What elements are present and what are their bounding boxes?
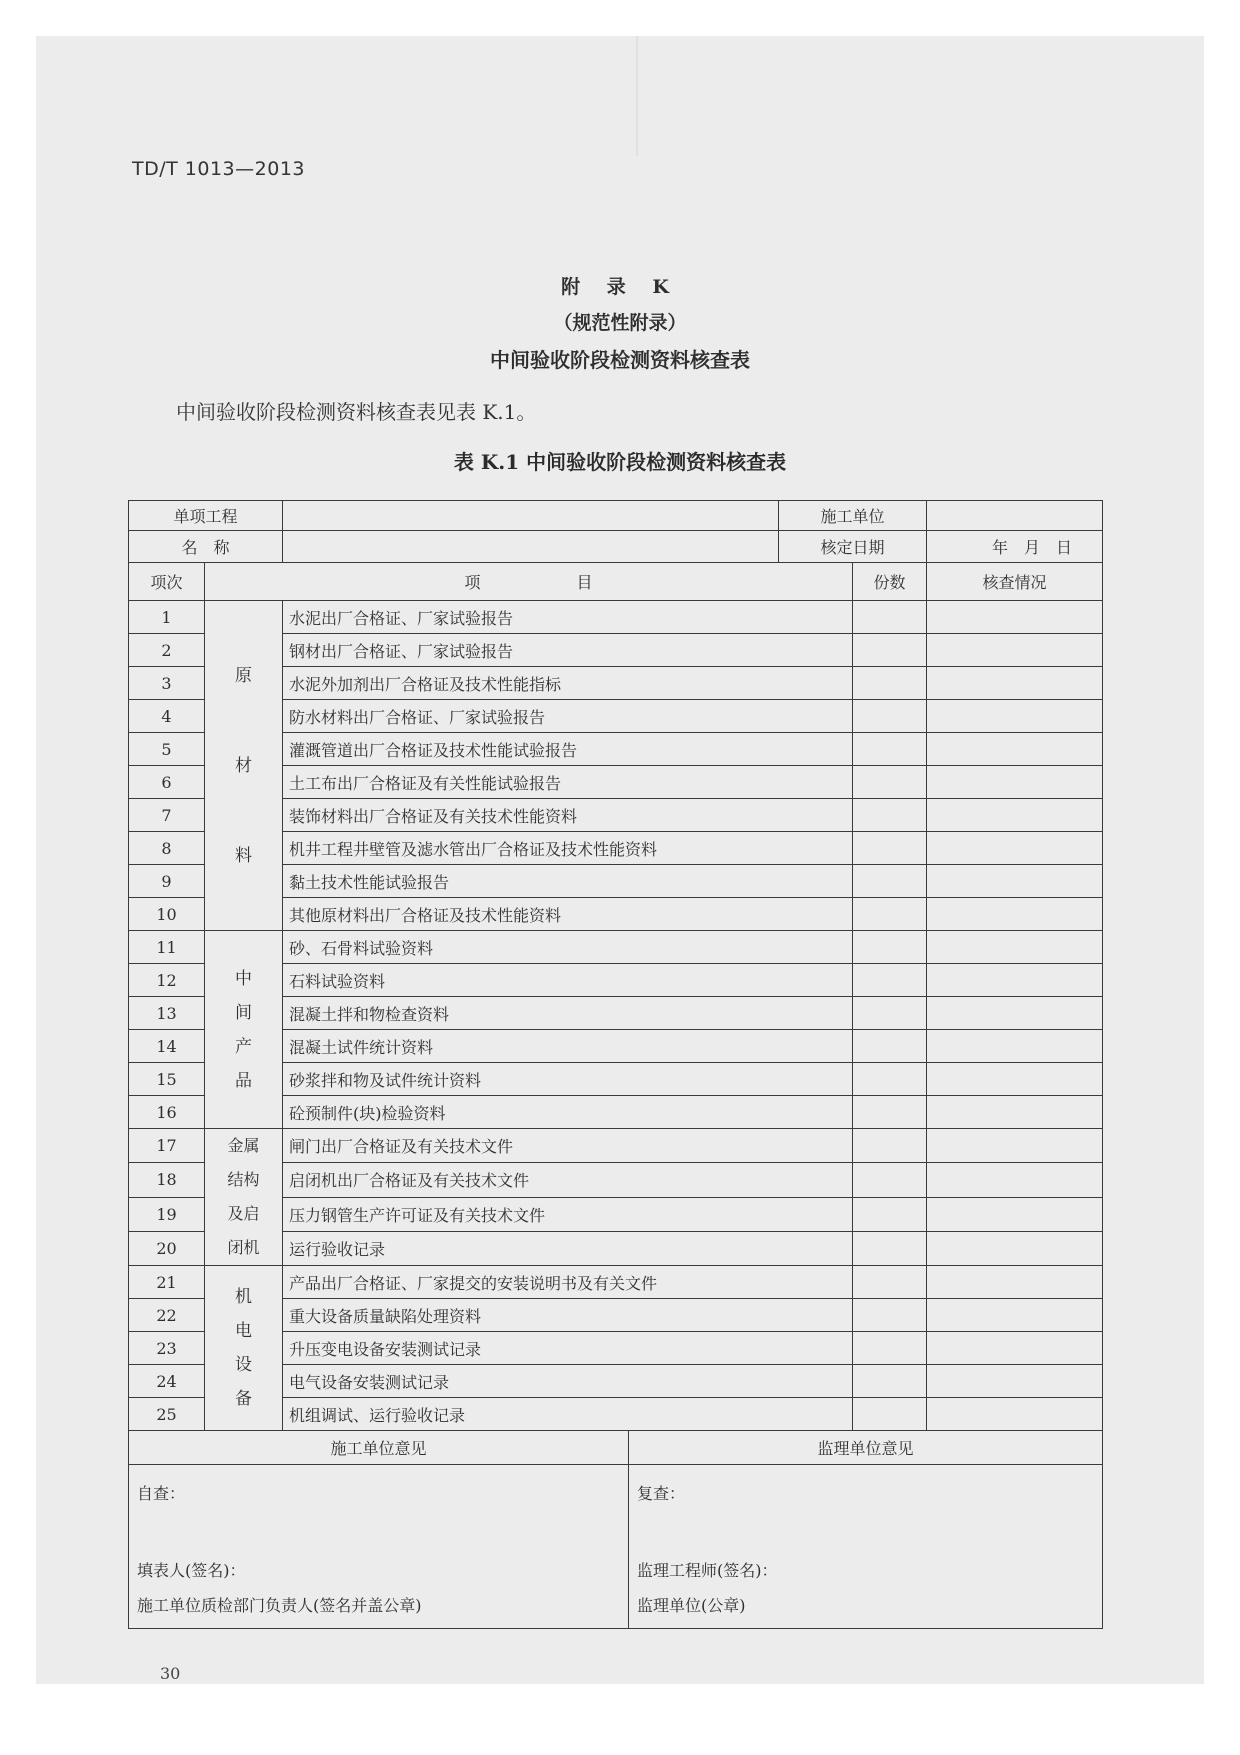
row-copies[interactable] <box>853 1231 927 1265</box>
inspection-checklist-table <box>128 500 1103 1629</box>
row-item: 砂浆拌和物及试件统计资料 <box>283 1063 853 1096</box>
group-char: 原 <box>235 665 252 686</box>
intro-paragraph: 中间验收阶段检测资料核查表见表 K.1。 <box>176 400 537 424</box>
row-index: 22 <box>129 1299 205 1332</box>
column-header-row <box>129 563 1103 601</box>
row-index: 15 <box>129 1063 205 1096</box>
row-item: 黏土技术性能试验报告 <box>283 865 853 898</box>
group-intermediate-products <box>205 931 283 1129</box>
row-copies[interactable] <box>853 1398 927 1431</box>
group-char: 品 <box>235 1070 252 1091</box>
group-char: 料 <box>235 845 252 866</box>
row-copies[interactable] <box>853 1332 927 1365</box>
row-copies[interactable] <box>853 964 927 997</box>
group-char: 电 <box>235 1321 252 1341</box>
row-copies[interactable] <box>853 700 927 733</box>
page-fold-shadow <box>636 36 638 156</box>
opinion-body-row <box>129 1465 1103 1629</box>
qc-head-signature-label: 施工单位质检部门负责人(签名并盖公章) <box>137 1596 422 1615</box>
row-copies[interactable] <box>853 1096 927 1129</box>
supervisor-opinion-box[interactable] <box>629 1465 1103 1629</box>
row-index: 13 <box>129 997 205 1030</box>
row-item: 运行验收记录 <box>283 1231 853 1265</box>
row-index: 17 <box>129 1129 205 1163</box>
row-check[interactable] <box>927 634 1103 667</box>
table-row <box>129 601 1103 634</box>
row-copies[interactable] <box>853 898 927 931</box>
group-label-part: 结构 <box>227 1170 260 1189</box>
row-copies[interactable] <box>853 601 927 634</box>
row-check[interactable] <box>927 700 1103 733</box>
group-char: 机 <box>235 1287 252 1307</box>
row-index: 3 <box>129 667 205 700</box>
check-date-label: 核定日期 <box>779 531 927 563</box>
row-check[interactable] <box>927 898 1103 931</box>
row-copies[interactable] <box>853 1299 927 1332</box>
project-name-label: 单项工程 <box>129 501 283 531</box>
row-check[interactable] <box>927 1231 1103 1265</box>
col-item-header: 项 目 <box>205 563 853 601</box>
row-index: 2 <box>129 634 205 667</box>
row-index: 25 <box>129 1398 205 1431</box>
row-check[interactable] <box>927 1332 1103 1365</box>
row-item: 水泥出厂合格证、厂家试验报告 <box>283 601 853 634</box>
row-copies[interactable] <box>853 634 927 667</box>
page-number: 30 <box>160 1664 181 1683</box>
row-index: 10 <box>129 898 205 931</box>
row-index: 7 <box>129 799 205 832</box>
table-row <box>129 1129 1103 1163</box>
row-copies[interactable] <box>853 733 927 766</box>
row-item: 机井工程井壁管及滤水管出厂合格证及技术性能资料 <box>283 832 853 865</box>
row-item: 压力钢管生产许可证及有关技术文件 <box>283 1197 853 1231</box>
row-check[interactable] <box>927 964 1103 997</box>
row-index: 19 <box>129 1197 205 1231</box>
row-item: 电气设备安装测试记录 <box>283 1365 853 1398</box>
group-label-part: 及启 <box>227 1204 260 1223</box>
project-name-value[interactable] <box>283 501 779 531</box>
row-check[interactable] <box>927 601 1103 634</box>
row-item: 产品出厂合格证、厂家提交的安装说明书及有关文件 <box>283 1266 853 1299</box>
row-item: 土工布出厂合格证及有关性能试验报告 <box>283 766 853 799</box>
row-copies[interactable] <box>853 1163 927 1197</box>
row-check[interactable] <box>927 1398 1103 1431</box>
appendix-title: 中间验收阶段检测资料核查表 <box>490 348 750 372</box>
row-index: 6 <box>129 766 205 799</box>
row-check[interactable] <box>927 1163 1103 1197</box>
row-check[interactable] <box>927 1266 1103 1299</box>
project-name-value-2[interactable] <box>283 531 779 563</box>
row-copies[interactable] <box>853 931 927 964</box>
row-index: 4 <box>129 700 205 733</box>
table-row <box>129 1266 1103 1299</box>
row-item: 升压变电设备安装测试记录 <box>283 1332 853 1365</box>
contractor-label: 施工单位 <box>779 501 927 531</box>
supervisor-seal-label: 监理单位(公章) <box>637 1596 746 1615</box>
row-index: 16 <box>129 1096 205 1129</box>
row-copies[interactable] <box>853 766 927 799</box>
row-item: 启闭机出厂合格证及有关技术文件 <box>283 1163 853 1197</box>
group-metal-structures <box>205 1129 283 1266</box>
row-item: 防水材料出厂合格证、厂家试验报告 <box>283 700 853 733</box>
row-check[interactable] <box>927 1096 1103 1129</box>
row-item: 其他原材料出厂合格证及技术性能资料 <box>283 898 853 931</box>
row-copies[interactable] <box>853 997 927 1030</box>
row-item: 装饰材料出厂合格证及有关技术性能资料 <box>283 799 853 832</box>
row-copies[interactable] <box>853 799 927 832</box>
row-item: 砼预制件(块)检验资料 <box>283 1096 853 1129</box>
group-char: 备 <box>235 1389 252 1409</box>
row-index: 8 <box>129 832 205 865</box>
row-check[interactable] <box>927 1129 1103 1163</box>
group-raw-materials <box>205 601 283 931</box>
row-check[interactable] <box>927 1063 1103 1096</box>
header-row-date <box>129 531 1103 563</box>
row-index: 18 <box>129 1163 205 1197</box>
row-copies[interactable] <box>853 1365 927 1398</box>
group-label-part: 金属 <box>227 1136 260 1155</box>
row-item: 砂、石骨料试验资料 <box>283 931 853 964</box>
col-copies-header: 份数 <box>853 563 927 601</box>
row-index: 24 <box>129 1365 205 1398</box>
row-copies[interactable] <box>853 1129 927 1163</box>
contractor-opinion-box[interactable] <box>129 1465 629 1629</box>
group-label-part: 闭机 <box>227 1238 260 1257</box>
row-copies[interactable] <box>853 865 927 898</box>
row-check[interactable] <box>927 931 1103 964</box>
row-index: 20 <box>129 1231 205 1265</box>
group-char: 间 <box>235 1002 252 1023</box>
row-check[interactable] <box>927 832 1103 865</box>
row-index: 5 <box>129 733 205 766</box>
row-item: 闸门出厂合格证及有关技术文件 <box>283 1129 853 1163</box>
row-item: 石料试验资料 <box>283 964 853 997</box>
group-char: 材 <box>235 755 252 776</box>
row-copies[interactable] <box>853 1197 927 1231</box>
row-check[interactable] <box>927 733 1103 766</box>
row-index: 23 <box>129 1332 205 1365</box>
row-index: 1 <box>129 601 205 634</box>
self-check-label: 自查： <box>137 1484 186 1503</box>
row-index: 12 <box>129 964 205 997</box>
contractor-value[interactable] <box>927 501 1103 531</box>
filler-signature-label: 填表人(签名)： <box>137 1561 246 1580</box>
row-check[interactable] <box>927 667 1103 700</box>
review-label: 复查： <box>637 1484 686 1503</box>
row-check[interactable] <box>927 1365 1103 1398</box>
row-item: 水泥外加剂出厂合格证及技术性能指标 <box>283 667 853 700</box>
row-item: 混凝土拌和物检查资料 <box>283 997 853 1030</box>
row-check[interactable] <box>927 766 1103 799</box>
row-item: 混凝土试件统计资料 <box>283 1030 853 1063</box>
row-item: 机组调试、运行验收记录 <box>283 1398 853 1431</box>
contractor-opinion-title: 施工单位意见 <box>129 1431 629 1465</box>
appendix-type: （规范性附录） <box>553 312 687 334</box>
row-item: 钢材出厂合格证、厂家试验报告 <box>283 634 853 667</box>
row-index: 9 <box>129 865 205 898</box>
appendix-label: 附 录 K <box>561 276 679 298</box>
row-index: 14 <box>129 1030 205 1063</box>
col-check-header: 核查情况 <box>927 563 1103 601</box>
row-check[interactable] <box>927 1030 1103 1063</box>
row-copies[interactable] <box>853 1063 927 1096</box>
group-electromechanical <box>205 1266 283 1431</box>
group-char: 中 <box>235 968 252 989</box>
row-check[interactable] <box>927 997 1103 1030</box>
row-index: 11 <box>129 931 205 964</box>
row-check[interactable] <box>927 799 1103 832</box>
supervisor-opinion-title: 监理单位意见 <box>629 1431 1103 1465</box>
row-copies[interactable] <box>853 832 927 865</box>
row-item: 重大设备质量缺陷处理资料 <box>283 1299 853 1332</box>
engineer-signature-label: 监理工程师(签名)： <box>637 1561 778 1580</box>
row-copies[interactable] <box>853 667 927 700</box>
col-index-header: 项次 <box>129 563 205 601</box>
table-row <box>129 931 1103 964</box>
row-copies[interactable] <box>853 1030 927 1063</box>
project-name-label-2: 名 称 <box>129 531 283 563</box>
header-row-contractor <box>129 501 1103 531</box>
row-index: 21 <box>129 1266 205 1299</box>
row-check[interactable] <box>927 865 1103 898</box>
standard-code: TD/T 1013—2013 <box>132 158 305 180</box>
check-date-value[interactable]: 年 月 日 <box>927 531 1103 563</box>
row-check[interactable] <box>927 1197 1103 1231</box>
group-char: 设 <box>235 1355 252 1375</box>
opinion-header-row <box>129 1431 1103 1465</box>
table-caption: 表 K.1 中间验收阶段检测资料核查表 <box>453 450 787 474</box>
row-check[interactable] <box>927 1299 1103 1332</box>
row-item: 灌溉管道出厂合格证及技术性能试验报告 <box>283 733 853 766</box>
group-char: 产 <box>235 1036 252 1057</box>
row-copies[interactable] <box>853 1266 927 1299</box>
